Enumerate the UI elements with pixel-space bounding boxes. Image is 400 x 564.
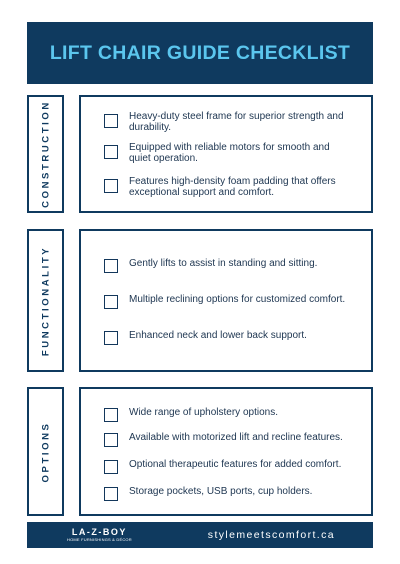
checkbox[interactable] (104, 331, 118, 345)
checkbox[interactable] (104, 460, 118, 474)
section-label: FUNCTIONALITY (40, 245, 51, 356)
section-label: OPTIONS (40, 421, 51, 482)
checklist-panel (79, 229, 373, 372)
section-label-box (27, 229, 64, 372)
section-construction (27, 95, 373, 213)
checklist-item-text: Heavy-duty steel frame for superior strength and durability. (129, 111, 344, 133)
checklist-item-text: Wide range of upholstery options. (129, 407, 278, 418)
section-options (27, 387, 373, 516)
checklist-item-text: Features high-density foam padding that offers exceptional support and comfort. (129, 176, 336, 198)
logo-tagline: HOME FURNISHINGS & DÉCOR (67, 537, 132, 542)
logo-wordmark: LA-Z-BOY (71, 527, 127, 537)
checklist-item (104, 329, 349, 345)
checklist-item-text: Enhanced neck and lower back support. (129, 330, 307, 341)
website-link[interactable]: stylemeetscomfort.ca (207, 529, 335, 541)
checklist-item-text: Multiple reclining options for customized comfort. (129, 294, 346, 305)
checklist-item (104, 257, 349, 273)
checklist-item-text: Gently lifts to assist in standing and sitting. (129, 258, 318, 269)
checklist-panel (79, 95, 373, 213)
checklist-item (104, 406, 349, 422)
checkbox[interactable] (104, 114, 118, 128)
checkbox[interactable] (104, 487, 118, 501)
checklist-item (104, 177, 349, 198)
checklist-item (104, 485, 349, 501)
checkbox[interactable] (104, 145, 118, 159)
checklist-item-text: Equipped with reliable motors for smooth and quiet operation. (129, 142, 330, 164)
checkbox[interactable] (104, 408, 118, 422)
lazboy-logo (67, 528, 132, 542)
section-functionality (27, 229, 373, 372)
checklist-item-text: Storage pockets, USB ports, cup holders. (129, 486, 313, 497)
checkbox[interactable] (104, 179, 118, 193)
section-label: CONSTRUCTION (40, 100, 51, 208)
checklist-panel (79, 387, 373, 516)
checklist-item (104, 431, 369, 447)
checklist-item-text: Available with motorized lift and recline features. (129, 432, 343, 443)
page-title: LIFT CHAIR GUIDE CHECKLIST (49, 41, 351, 64)
checkbox[interactable] (104, 295, 118, 309)
checklist-item (104, 458, 369, 474)
footer-bar (27, 522, 373, 548)
checklist-item-text: Optional therapeutic features for added comfort. (129, 459, 342, 470)
section-label-box (27, 387, 64, 516)
checkbox[interactable] (104, 259, 118, 273)
checklist-item (104, 143, 349, 164)
checklist-item (104, 112, 349, 133)
section-label-box (27, 95, 64, 213)
checklist-item (104, 293, 369, 309)
checkbox[interactable] (104, 433, 118, 447)
header-banner (27, 22, 373, 84)
